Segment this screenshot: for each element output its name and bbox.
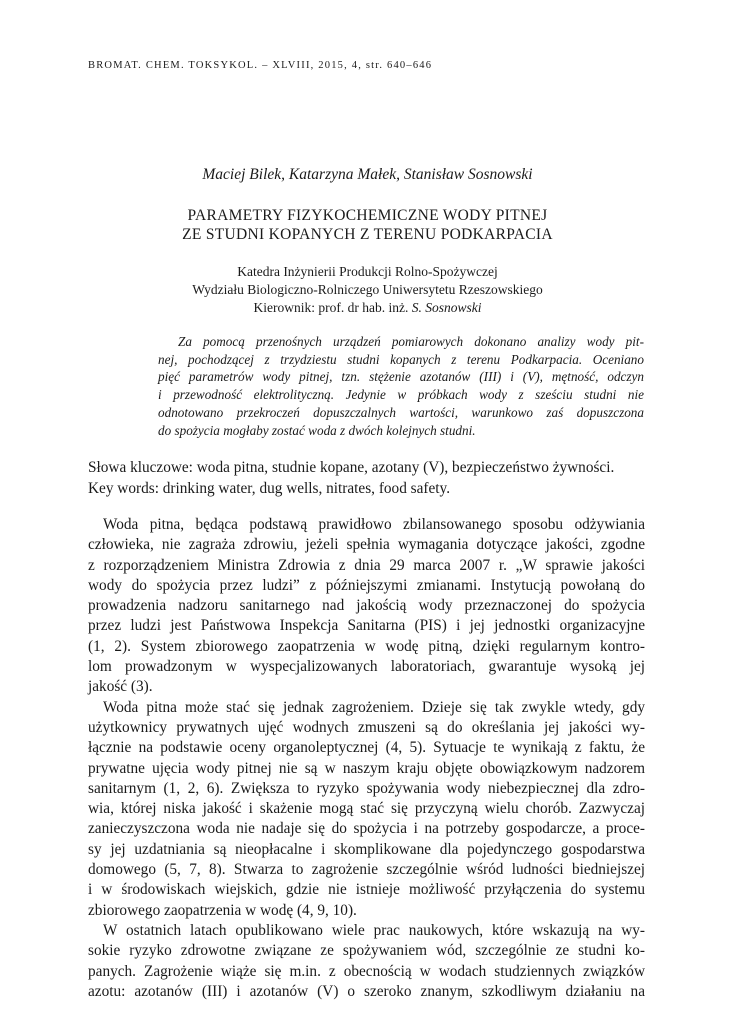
body-line: człowieka, nie zagraża zdrowiu, jeżeli spełnia wymagania dotyczące jakości, zgodne (88, 536, 645, 554)
head-name: S. Sosnowski (411, 300, 482, 315)
body-line: jakość (3). (88, 678, 153, 696)
body-line: zbiorowego zaopatrzenia w wodę (4, 9, 10). (88, 901, 357, 919)
affiliation-department: Katedra Inżynierii Produkcji Rolno-Spożywczej (237, 264, 498, 279)
article-title (0, 206, 735, 244)
body-line: zanieczyszczona woda nie nadaje się do spożycia i na potrzeby gospodarcze, a proce- (88, 820, 645, 838)
body-line: przez ludzi jest Państwowa Inspekcja Sanitarna (PIS) i jej jednostki organizacyjne (88, 617, 645, 635)
abstract-line: odnotowano przekroczeń dopuszczalnych wartości, warunkowo zaś dopuszczona (158, 404, 644, 420)
abstract-line: pięć parametrów wody pitnej, tzn. stężenie azotanów (III) i (V), mętność, odczyn (158, 369, 644, 385)
body-line: Woda pitna, będąca podstawą prawidłowo zbilansowanego sposobu odżywiania (103, 516, 645, 533)
body-line: W ostatnich latach opublikowano wiele prac naukowych, które wskazują na wy- (103, 921, 645, 939)
abstract (158, 333, 644, 439)
body-line: sy jej uzdatniania są nieopłacalne i skomplikowane dla pojedynczego gospodarstwa (88, 840, 645, 858)
body-line: sokie ryzyko zdrowotne związane ze spożywaniem wód, szczególnie ze studni ko- (88, 942, 645, 960)
body-line: Woda pitna może stać się jednak zagrożeniem. Dzieje się tak zwykle wtedy, gdy (103, 698, 645, 716)
body-line: domowego (5, 7, 8). Stwarza to zagrożenie szczególnie wśród ludności biedniejszej (88, 861, 645, 879)
body-line: sanitarnym (1, 2, 6). Zwiększa to ryzyko spożywania wody niebezpiecznej dla zdro- (88, 779, 645, 797)
abstract-line: i przewodność elektrolityczną. Jedynie w próbkach wody z sześciu studni nie (158, 387, 644, 403)
body-line: prywatne ujęcia wody pitnej nie są w naszym kraju objęte obowiązkowym nadzorem (88, 759, 645, 777)
body-line: lom prowadzonym w wyspecjalizowanych laboratoriach, gwarantuje wysoką jej (88, 658, 645, 676)
title-line: PARAMETRY FIZYKOCHEMICZNE WODY PITNEJ (187, 207, 548, 224)
body-text (88, 515, 645, 1002)
body-line: wody do spożycia przez ludzi” z późniejszymi zmianami. Instytucją powołaną do (88, 576, 645, 594)
abstract-line: Za pomocą przenośnych urządzeń pomiarowych dokonano analizy wody pit- (178, 334, 644, 349)
affiliation-head (0, 299, 735, 317)
body-line: prowadzenia nadzoru sanitarnego nad jakością wody przeznaczonej do spożycia (88, 597, 645, 615)
body-line: wia, której niska jakość i skażenie mogą stać się przyczyną wielu chorób. Zazwyczaj (88, 800, 645, 818)
head-prefix: Kierownik: prof. dr hab. inż. (253, 300, 412, 315)
affiliation-faculty: Wydziału Biologiczno-Rolniczego Uniwersytetu Rzeszowskiego (192, 282, 543, 297)
keywords-en: Key words: drinking water, dug wells, nitrates, food safety. (88, 480, 451, 497)
running-header: BROMAT. CHEM. TOKSYKOL. – XLVIII, 2015, 4, str. 640–646 (88, 60, 433, 71)
body-line: i w środowiskach wiejskich, gdzie nie istnieje możliwość przyłączenia do systemu (88, 881, 645, 899)
affiliation (0, 263, 735, 317)
body-line: z rozporządzeniem Ministra Zdrowia z dnia 29 marca 2007 r. „W sprawie jakości (88, 556, 645, 574)
body-line: (1, 2). System zbiorowego zaopatrzenia w wodę pitną, dzięki regularnym kontro- (88, 637, 645, 655)
authors: Maciej Bilek, Katarzyna Małek, Stanisław Sosnowski (202, 166, 533, 183)
keywords-pl: Słowa kluczowe: woda pitna, studnie kopane, azotany (V), bezpieczeństwo żywności. (88, 459, 615, 476)
body-line: użytkownicy prywatnych ujęć wodnych zmuszeni są do określania jej jakości wy- (88, 718, 645, 736)
abstract-line: nej, pochodzącej z trzydziestu studni kopanych z terenu Podkarpacia. Oceniano (158, 351, 644, 367)
body-line: łącznie na podstawie oceny organoleptycznej (4, 5). Sytuacje te wynikają z faktu, że (88, 739, 645, 757)
abstract-line: do spożycia mogłaby zostać woda z dwóch kolejnych studni. (158, 422, 476, 438)
body-line: azotu: azotanów (III) i azotanów (V) o szeroko znanym, szkodliwym działaniu na (88, 982, 645, 1000)
keywords (88, 457, 614, 499)
title-line: ZE STUDNI KOPANYCH Z TERENU PODKARPACIA (182, 226, 553, 243)
body-line: panych. Zagrożenie wiąże się m.in. z obecnością w wodach studziennych związków (88, 962, 645, 980)
